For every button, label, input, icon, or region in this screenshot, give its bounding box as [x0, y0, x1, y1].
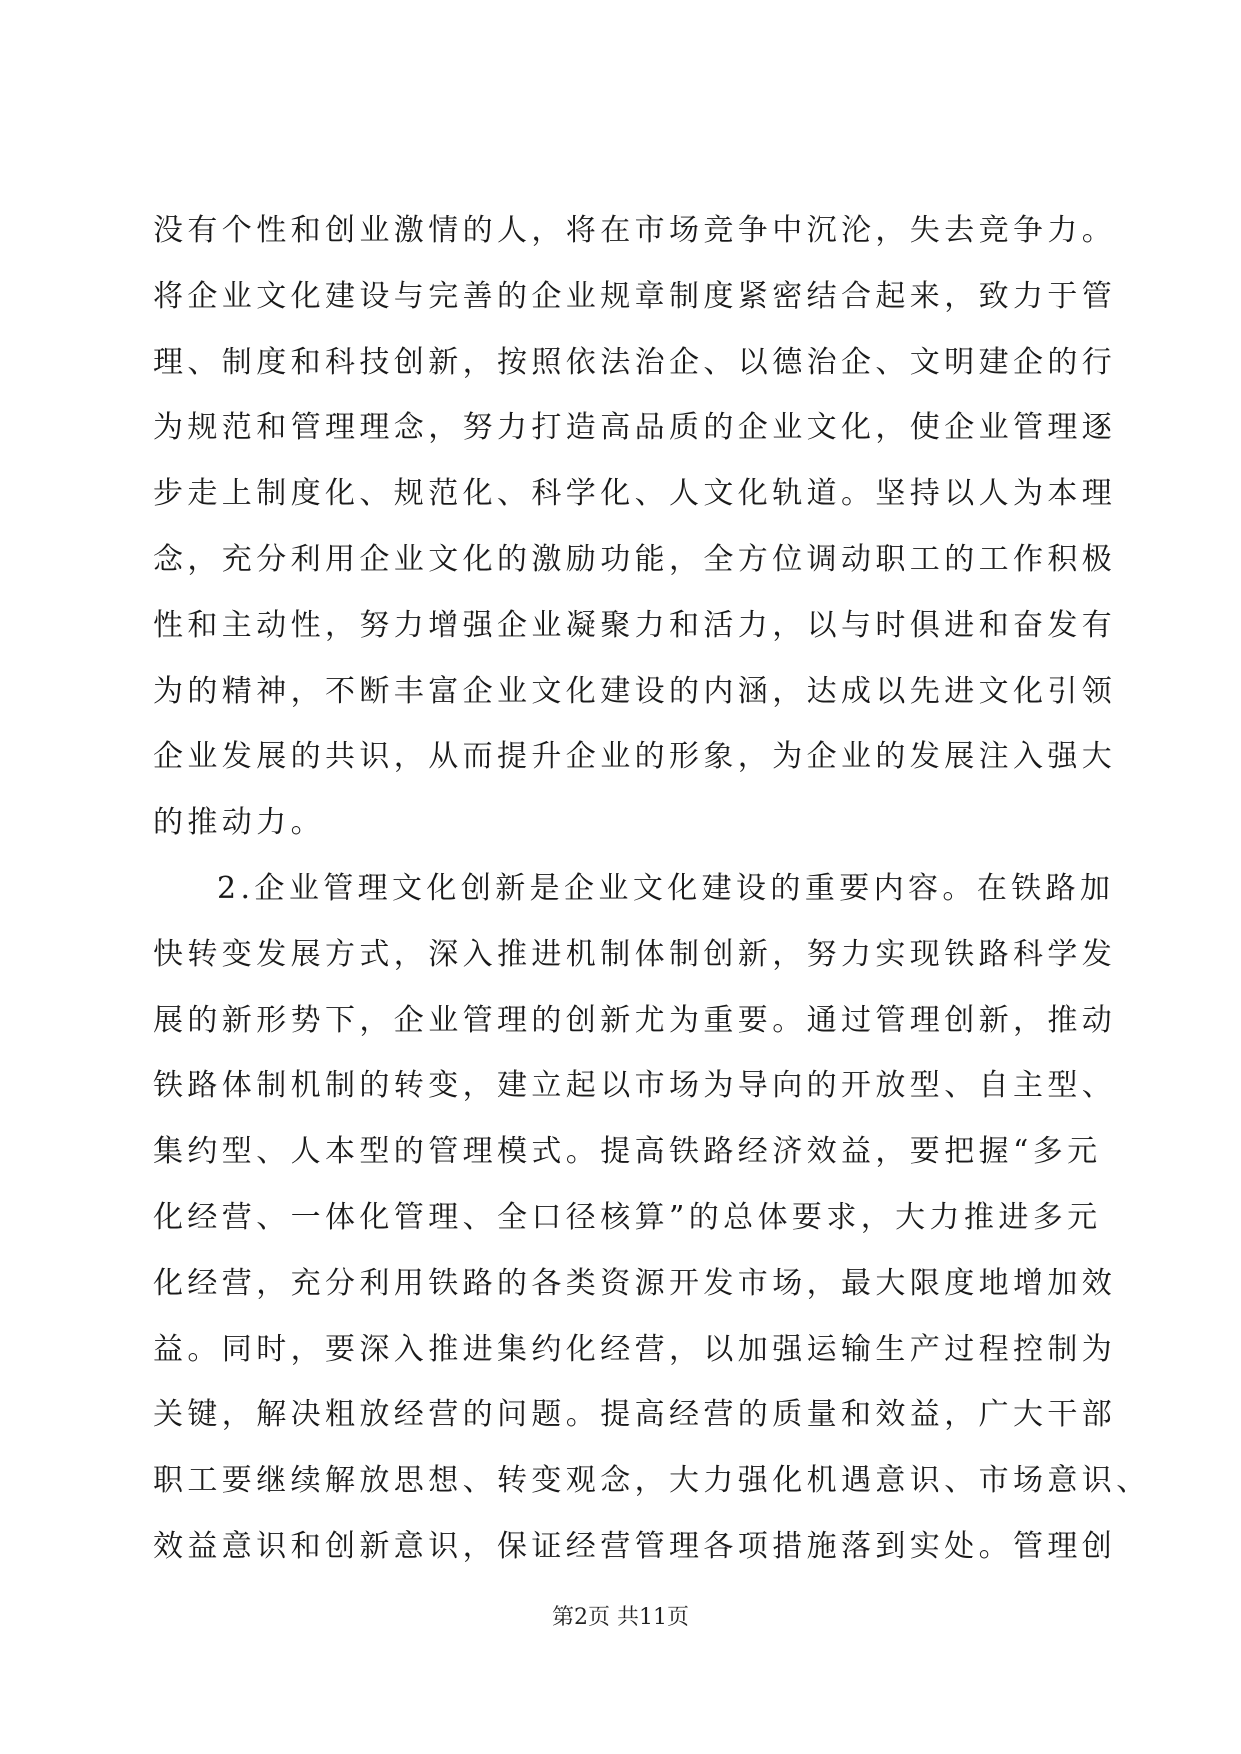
text-line: 职工要继续解放思想、转变观念，大力强化机遇意识、市场意识、 — [153, 1463, 1151, 1499]
body-text — [153, 198, 1151, 1580]
text-line: 理、制度和科技创新，按照依法治企、以德治企、文明建企的行 — [153, 344, 1117, 380]
text-line: 关键，解决粗放经营的问题。提高经营的质量和效益，广大干部 — [153, 1397, 1117, 1433]
text-line: 性和主动性，努力增强企业凝聚力和活力，以与时俱进和奋发有 — [153, 607, 1117, 643]
text-line: 为的精神，不断丰富企业文化建设的内涵，达成以先进文化引领 — [153, 673, 1117, 709]
text-line: 展的新形势下，企业管理的创新尤为重要。通过管理创新，推动 — [153, 1002, 1117, 1038]
paragraph-start-line: 2.企业管理文化创新是企业文化建设的重要内容。在铁路加 — [217, 870, 1115, 906]
text-line: 效益意识和创新意识，保证经营管理各项措施落到实处。管理创 — [153, 1528, 1117, 1564]
text-line: 铁路体制机制的转变，建立起以市场为导向的开放型、自主型、 — [153, 1068, 1117, 1104]
text-line: 快转变发展方式，深入推进机制体制创新，努力实现铁路科学发 — [153, 936, 1117, 972]
text-line: 将企业文化建设与完善的企业规章制度紧密结合起来，致力于管 — [153, 278, 1117, 314]
text-line: 企业发展的共识，从而提升企业的形象，为企业的发展注入强大 — [153, 739, 1117, 775]
text-line: 化经营、一体化管理、全口径核算”的总体要求，大力推进多元 — [153, 1199, 1102, 1235]
text-line: 的推动力。 — [153, 805, 325, 841]
text-line: 益。同时，要深入推进集约化经营，以加强运输生产过程控制为 — [153, 1331, 1117, 1367]
page-footer: 第2页 共11页 — [552, 1605, 689, 1630]
text-line: 念，充分利用企业文化的激励功能，全方位调动职工的工作积极 — [153, 541, 1117, 577]
text-line: 化经营，充分利用铁路的各类资源开发市场，最大限度地增加效 — [153, 1265, 1117, 1301]
text-line: 为规范和管理理念，努力打造高品质的企业文化，使企业管理逐 — [153, 410, 1117, 446]
text-line: 集约型、人本型的管理模式。提高铁路经济效益，要把握“多元 — [153, 1134, 1102, 1170]
text-line: 步走上制度化、规范化、科学化、人文化轨道。坚持以人为本理 — [153, 476, 1117, 512]
text-line: 没有个性和创业激情的人，将在市场竞争中沉沦，失去竞争力。 — [153, 213, 1117, 248]
